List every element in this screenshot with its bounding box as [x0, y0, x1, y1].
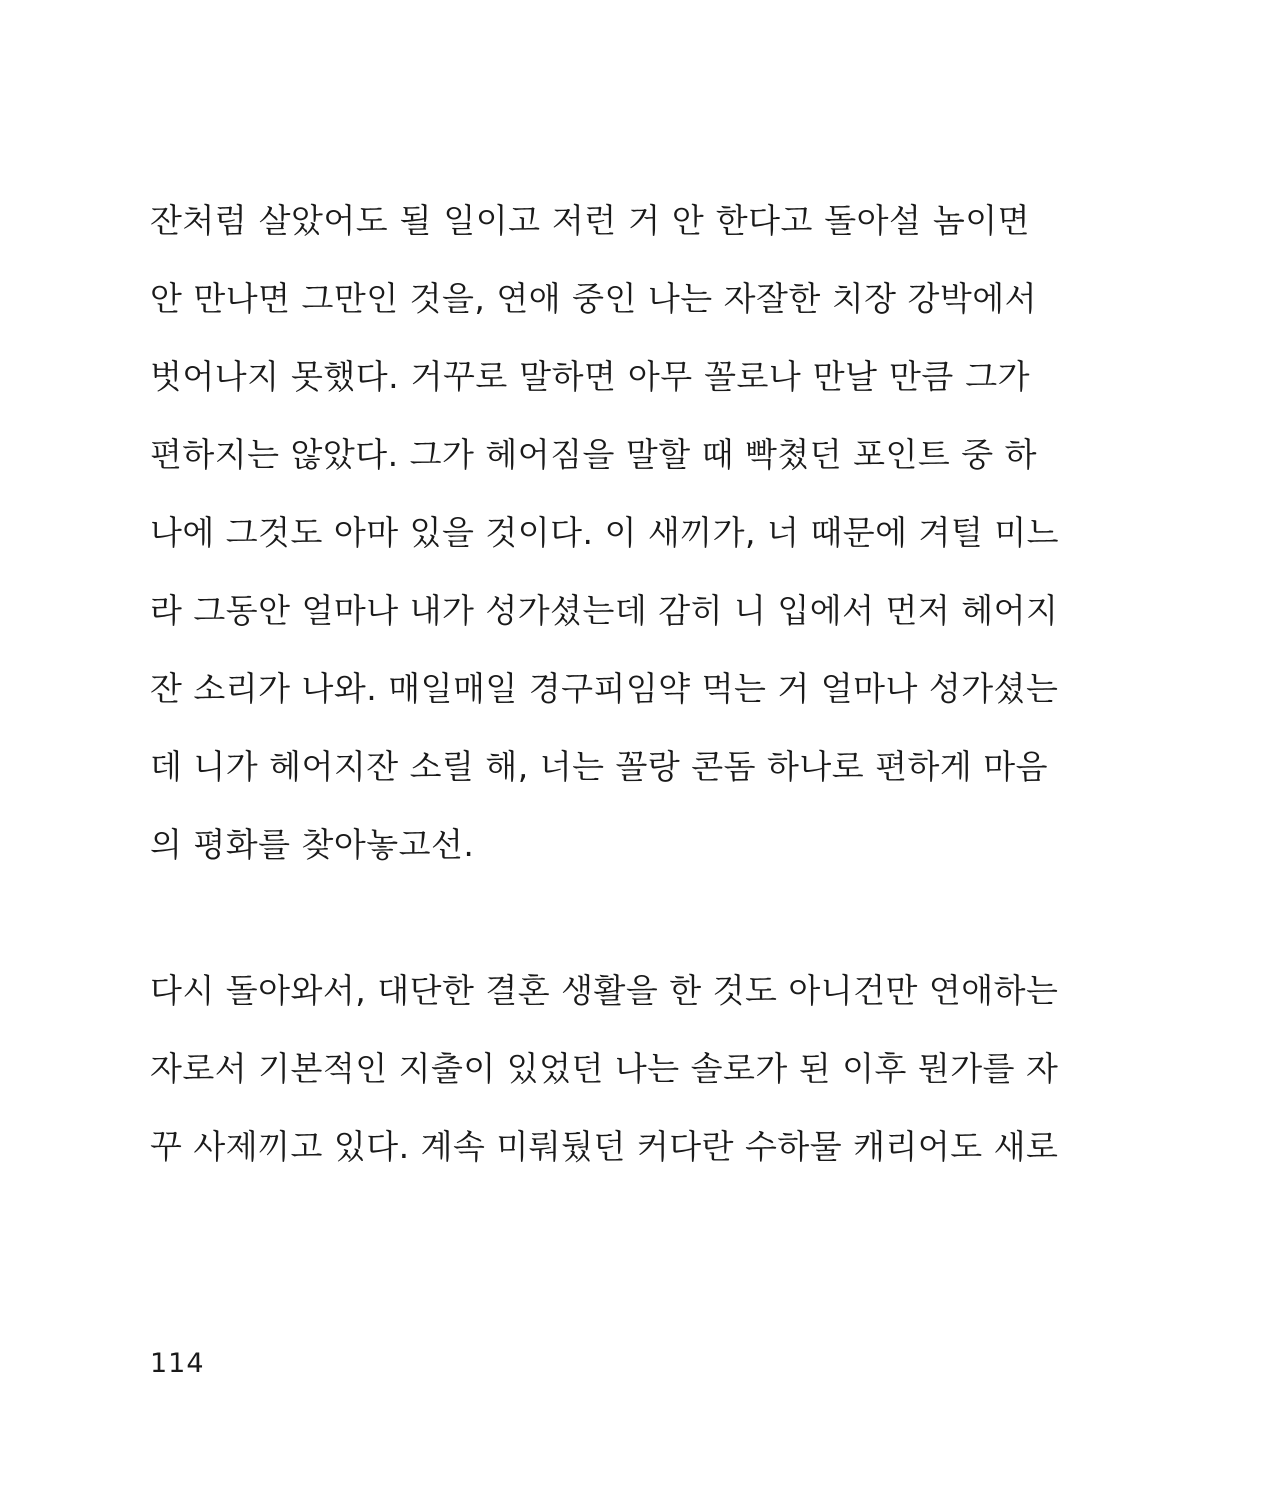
text-line: 잔처럼 살았어도 될 일이고 저런 거 안 한다고 돌아설 놈이면: [150, 201, 1030, 240]
text-line: 자로서 기본적인 지출이 있었던 나는 솔로가 된 이후 뭔가를 자: [150, 1049, 1059, 1088]
text-line: 편하지는 않았다. 그가 헤어짐을 말할 때 빡쳤던 포인트 중 하: [150, 435, 1037, 474]
text-line-last: 의 평화를 찾아놓고선.: [150, 825, 475, 864]
text-line: 다시 돌아와서, 대단한 결혼 생활을 한 것도 아니건만 연애하는: [150, 971, 1059, 1010]
text-line: 데 니가 헤어지잔 소릴 해, 너는 꼴랑 콘돔 하나로 편하게 마음: [150, 747, 1048, 786]
text-line: 라 그동안 얼마나 내가 성가셨는데 감히 니 입에서 먼저 헤어지: [150, 591, 1059, 630]
text-line: 나에 그것도 아마 있을 것이다. 이 새끼가, 너 때문에 겨털 미느: [150, 513, 1059, 552]
text-line: 꾸 사제끼고 있다. 계속 미뤄뒀던 커다란 수하물 캐리어도 새로: [150, 1127, 1059, 1166]
paragraph-2: [150, 962, 1059, 1196]
paragraph-1: [150, 192, 1059, 894]
text-line: 잔 소리가 나와. 매일매일 경구피임약 먹는 거 얼마나 성가셨는: [150, 669, 1059, 708]
text-line: 안 만나면 그만인 것을, 연애 중인 나는 자잘한 치장 강박에서: [150, 279, 1037, 318]
text-line: 벗어나지 못했다. 거꾸로 말하면 아무 꼴로나 만날 만큼 그가: [150, 357, 1030, 396]
page-number: 114: [150, 1348, 205, 1379]
